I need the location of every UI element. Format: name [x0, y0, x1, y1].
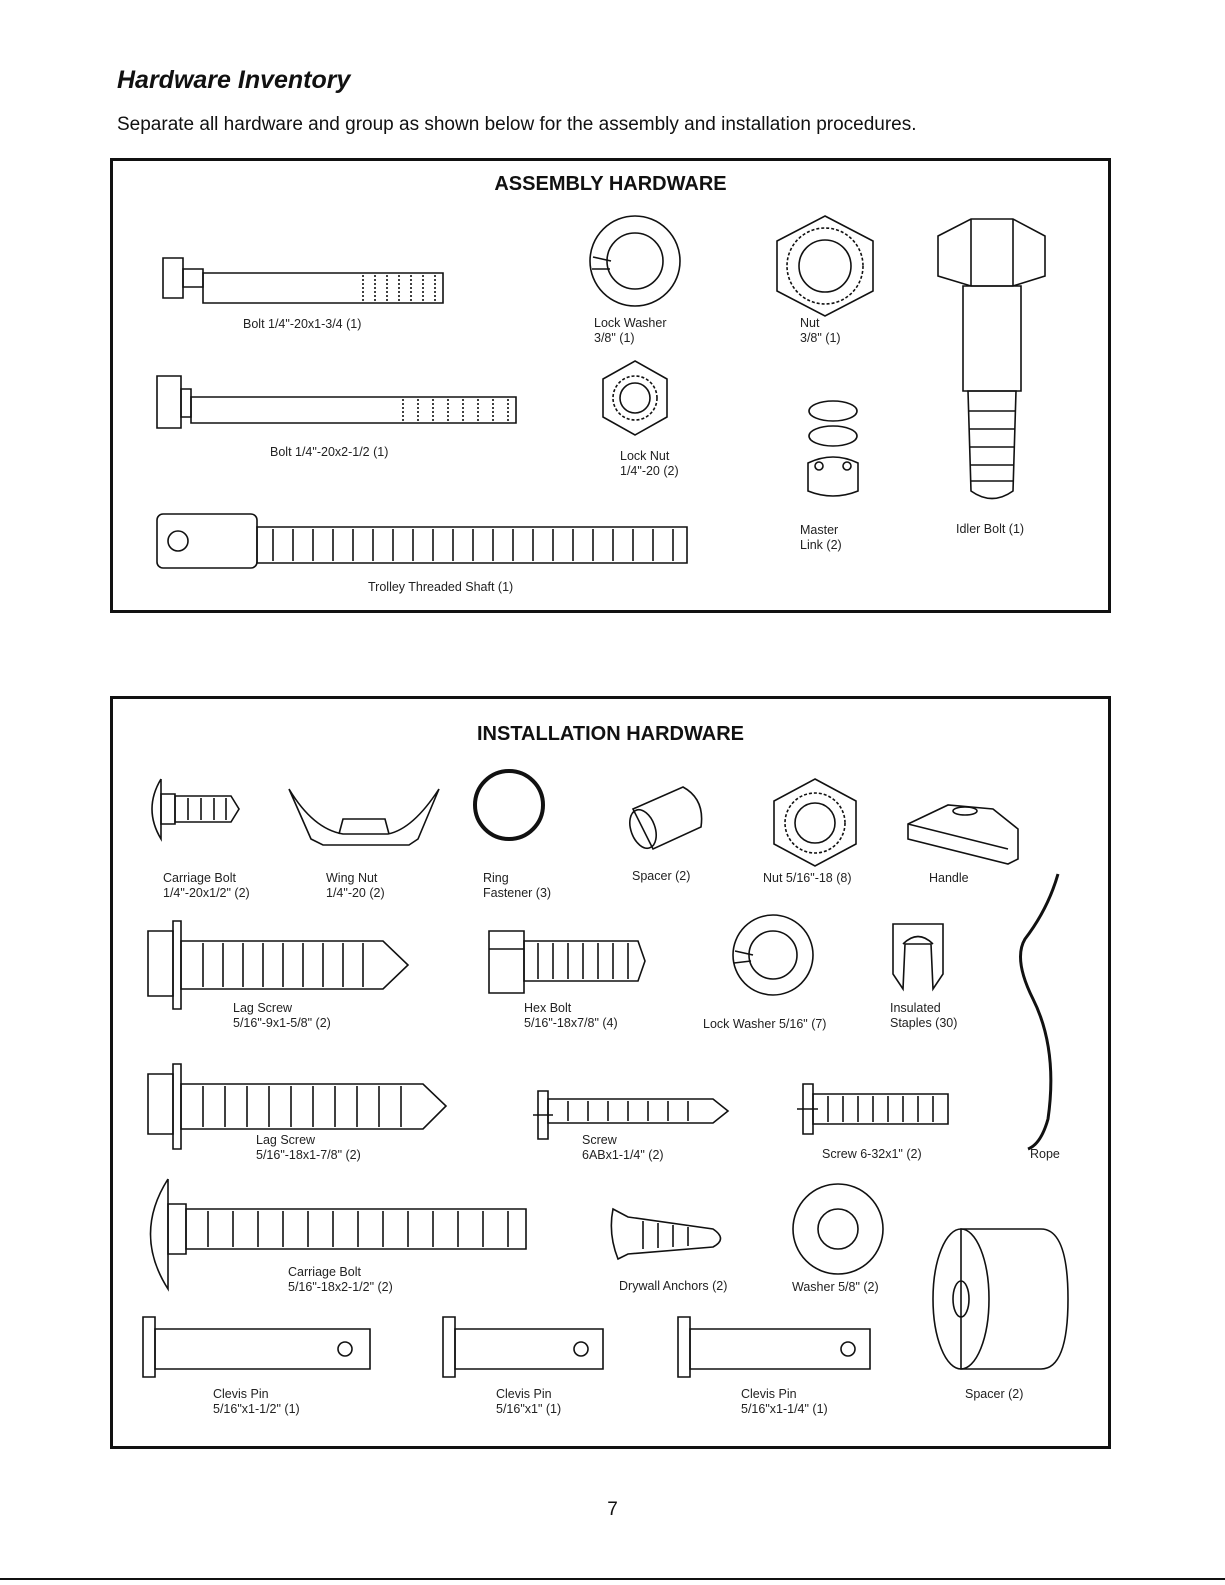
lag-screw-a-icon [148, 921, 408, 1009]
trolley-shaft-label: Trolley Threaded Shaft (1) [368, 580, 514, 594]
bolt-b-label: Bolt 1/4"-20x2-1/2 (1) [270, 445, 389, 459]
clevis-pin-b-icon [443, 1317, 603, 1377]
trolley-threaded-shaft-icon [157, 514, 687, 568]
spacer-large-icon [933, 1229, 1068, 1369]
hex-bolt-label: Hex Bolt 5/16"-18x7/8" (4) [524, 1001, 618, 1030]
installation-hardware-panel [110, 696, 1111, 1449]
washer-5-8-label: Washer 5/8" (2) [792, 1280, 879, 1294]
nut-icon [777, 216, 873, 316]
handle-label: Handle [929, 871, 969, 885]
master-link-icon [808, 401, 858, 496]
bolt-a-icon [163, 258, 443, 303]
spacer-large-label: Spacer (2) [965, 1387, 1024, 1401]
nut-5-16-icon [774, 779, 856, 866]
nut-5-16-label: Nut 5/16"-18 (8) [763, 871, 852, 885]
master-link-label: Master Link (2) [800, 523, 842, 552]
intro-text: Separate all hardware and group as shown below for the assembly and installation procedures. [117, 114, 917, 135]
screw-6ab-label: Screw 6ABx1-1/4" (2) [582, 1133, 664, 1162]
clevis-pin-c-label: Clevis Pin 5/16"x1-1/4" (1) [741, 1387, 828, 1416]
wing-nut-label: Wing Nut 1/4"-20 (2) [326, 871, 385, 900]
lag-screw-b-label: Lag Screw 5/16"-18x1-7/8" (2) [256, 1133, 361, 1162]
assembly-heading: ASSEMBLY HARDWARE [494, 173, 727, 195]
nut-label: Nut 3/8" (1) [800, 316, 841, 345]
rope-icon [1021, 874, 1059, 1149]
spacer-small-label: Spacer (2) [632, 869, 691, 883]
lag-screw-a-label: Lag Screw 5/16"-9x1-5/8" (2) [233, 1001, 331, 1030]
clevis-pin-a-icon [143, 1317, 370, 1377]
screw-6-32-label: Screw 6-32x1" (2) [822, 1147, 922, 1161]
lock-nut-label: Lock Nut 1/4"-20 (2) [620, 449, 679, 478]
page-number: 7 [607, 1499, 618, 1520]
carriage-bolt-small-label: Carriage Bolt 1/4"-20x1/2" (2) [163, 871, 250, 900]
wing-nut-icon [289, 789, 439, 845]
lock-washer-5-16-icon [733, 915, 813, 995]
drywall-anchors-label: Drywall Anchors (2) [619, 1279, 728, 1293]
assembly-illustrations [113, 161, 1108, 610]
insulated-staples-label: Insulated Staples (30) [890, 1001, 958, 1030]
drywall-anchors-icon [611, 1209, 720, 1259]
washer-5-8-icon [793, 1184, 883, 1274]
screw-6ab-icon [533, 1091, 728, 1139]
clevis-pin-a-label: Clevis Pin 5/16"x1-1/2" (1) [213, 1387, 300, 1416]
bolt-a-label: Bolt 1/4"-20x1-3/4 (1) [243, 317, 362, 331]
assembly-hardware-panel [110, 158, 1111, 613]
screw-6-32-icon [797, 1084, 948, 1134]
installation-illustrations [113, 699, 1108, 1446]
clevis-pin-b-label: Clevis Pin 5/16"x1" (1) [496, 1387, 562, 1416]
handle-icon [908, 805, 1018, 864]
idler-bolt-icon [938, 219, 1045, 499]
idler-bolt-label: Idler Bolt (1) [956, 522, 1025, 536]
lock-washer-5-16-label: Lock Washer 5/16" (7) [703, 1017, 827, 1031]
ring-fastener-label: Ring Fastener (3) [483, 871, 552, 900]
spacer-small-icon [625, 787, 702, 852]
carriage-bolt-large-label: Carriage Bolt 5/16"-18x2-1/2" (2) [288, 1265, 393, 1294]
carriage-bolt-small-icon [152, 779, 239, 839]
bottom-rule [0, 1578, 1225, 1580]
ring-fastener-icon [475, 771, 543, 839]
lock-washer-label: Lock Washer 3/8" (1) [594, 316, 667, 345]
page-title: Hardware Inventory [117, 66, 351, 94]
rope-label: Rope [1030, 1147, 1060, 1161]
insulated-staples-icon [893, 924, 943, 989]
hex-bolt-icon [489, 931, 645, 993]
clevis-pin-c-icon [678, 1317, 870, 1377]
installation-heading: INSTALLATION HARDWARE [476, 723, 744, 745]
lock-nut-icon [603, 361, 667, 435]
lock-washer-icon [590, 216, 680, 306]
bolt-b-icon [157, 376, 516, 428]
